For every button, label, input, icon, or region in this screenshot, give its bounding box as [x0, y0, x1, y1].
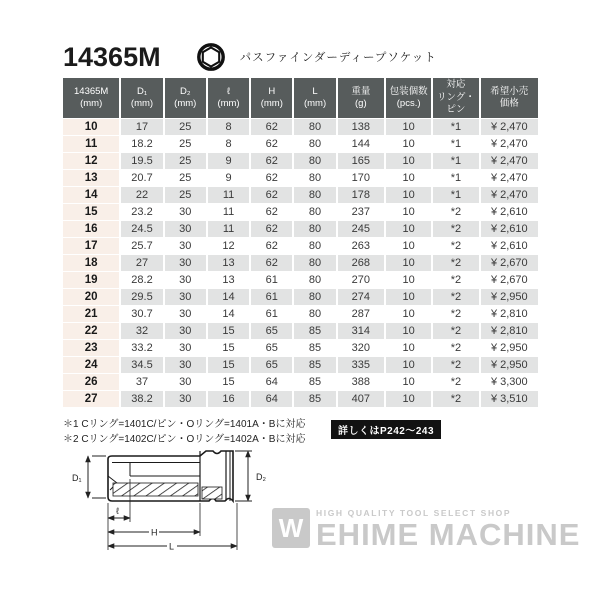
value-cell: 25 — [165, 119, 206, 135]
value-cell: 245 — [338, 221, 384, 237]
value-cell: 30 — [165, 306, 206, 322]
value-cell: 9 — [208, 153, 249, 169]
value-cell: 178 — [338, 187, 384, 203]
column-header: D₂ (mm) — [165, 78, 206, 118]
value-cell: 25 — [165, 170, 206, 186]
product-name: パスファインダーディープソケット — [239, 52, 437, 64]
value-cell: *1 — [433, 187, 478, 203]
hatch-band — [113, 483, 198, 496]
value-cell: 9 — [208, 170, 249, 186]
value-cell: 80 — [294, 289, 335, 305]
size-cell: 19 — [63, 272, 119, 288]
dim-label-l: L — [169, 541, 175, 552]
value-cell: 80 — [294, 238, 335, 254]
value-cell: 80 — [294, 204, 335, 220]
value-cell: ¥ 2,670 — [481, 255, 538, 271]
value-cell: *2 — [433, 306, 478, 322]
column-header: 包装個数 (pcs.) — [386, 78, 431, 118]
size-cell: 21 — [63, 306, 119, 322]
value-cell: 10 — [386, 272, 431, 288]
table-header-row — [63, 78, 538, 118]
table-row — [63, 187, 538, 203]
value-cell: 170 — [338, 170, 384, 186]
value-cell: 12 — [208, 238, 249, 254]
value-cell: 62 — [251, 238, 292, 254]
value-cell: 37 — [121, 374, 162, 390]
value-cell: 30 — [165, 255, 206, 271]
size-cell: 12 — [63, 153, 119, 169]
value-cell: 80 — [294, 153, 335, 169]
value-cell: 11 — [208, 221, 249, 237]
size-cell: 23 — [63, 340, 119, 356]
socket-dimension-diagram — [50, 443, 310, 588]
value-cell: *2 — [433, 340, 478, 356]
value-cell: *2 — [433, 374, 478, 390]
value-cell: 85 — [294, 391, 335, 407]
column-header: H (mm) — [251, 78, 292, 118]
size-cell: 20 — [63, 289, 119, 305]
value-cell: 80 — [294, 306, 335, 322]
value-cell: 10 — [386, 255, 431, 271]
value-cell: ¥ 3,510 — [481, 391, 538, 407]
value-cell: ¥ 3,300 — [481, 374, 538, 390]
value-cell: 10 — [386, 289, 431, 305]
table-row — [63, 272, 538, 288]
value-cell: 62 — [251, 170, 292, 186]
value-cell: 80 — [294, 136, 335, 152]
value-cell: 10 — [386, 187, 431, 203]
value-cell: 61 — [251, 306, 292, 322]
value-cell: 80 — [294, 187, 335, 203]
value-cell: 30.7 — [121, 306, 162, 322]
footnote-2: ＊2 Cリング=1402C/ピン・Oリング=1402A・Bに対応 — [63, 434, 306, 445]
value-cell: 32 — [121, 323, 162, 339]
value-cell: 10 — [386, 374, 431, 390]
value-cell: ¥ 2,810 — [481, 306, 538, 322]
value-cell: 314 — [338, 323, 384, 339]
footnote-1: ＊1 Cリング=1401C/ピン・Oリング=1401A・Bに対応 — [63, 419, 306, 430]
column-header: D₁ (mm) — [121, 78, 162, 118]
value-cell: 80 — [294, 272, 335, 288]
value-cell: 11 — [208, 204, 249, 220]
size-cell: 10 — [63, 119, 119, 135]
value-cell: 85 — [294, 340, 335, 356]
dim-label-d2: D₂ — [256, 472, 266, 482]
dim-label-ell: ℓ — [116, 506, 119, 516]
value-cell: 30 — [165, 272, 206, 288]
size-cell: 16 — [63, 221, 119, 237]
value-cell: 64 — [251, 374, 292, 390]
value-cell: 10 — [386, 340, 431, 356]
title-row — [63, 40, 563, 74]
table-row — [63, 255, 538, 271]
value-cell: *2 — [433, 238, 478, 254]
value-cell: 17 — [121, 119, 162, 135]
value-cell: 80 — [294, 119, 335, 135]
value-cell: 25 — [165, 153, 206, 169]
value-cell: 13 — [208, 272, 249, 288]
value-cell: 10 — [386, 323, 431, 339]
value-cell: 23.2 — [121, 204, 162, 220]
value-cell: 263 — [338, 238, 384, 254]
value-cell: 62 — [251, 136, 292, 152]
value-cell: 8 — [208, 119, 249, 135]
value-cell: 30 — [165, 391, 206, 407]
value-cell: 30 — [165, 238, 206, 254]
value-cell: 80 — [294, 170, 335, 186]
value-cell: 22 — [121, 187, 162, 203]
value-cell: 25 — [165, 187, 206, 203]
value-cell: 10 — [386, 204, 431, 220]
table-row — [63, 340, 538, 356]
value-cell: 11 — [208, 187, 249, 203]
value-cell: 15 — [208, 340, 249, 356]
size-cell: 14 — [63, 187, 119, 203]
value-cell: 16 — [208, 391, 249, 407]
spec-table — [61, 77, 540, 408]
value-cell: ¥ 2,470 — [481, 170, 538, 186]
value-cell: 10 — [386, 306, 431, 322]
ehime-logo-icon — [272, 508, 310, 548]
table-row — [63, 170, 538, 186]
column-header: 対応 リング・ピン — [433, 78, 478, 118]
value-cell: 65 — [251, 357, 292, 373]
value-cell: 10 — [386, 170, 431, 186]
value-cell: 30 — [165, 340, 206, 356]
value-cell: 80 — [294, 255, 335, 271]
value-cell: *2 — [433, 357, 478, 373]
value-cell: 29.5 — [121, 289, 162, 305]
value-cell: *1 — [433, 170, 478, 186]
column-header: L (mm) — [294, 78, 335, 118]
value-cell: 38.2 — [121, 391, 162, 407]
value-cell: 61 — [251, 289, 292, 305]
value-cell: ¥ 2,470 — [481, 136, 538, 152]
value-cell: *2 — [433, 323, 478, 339]
value-cell: ¥ 2,950 — [481, 357, 538, 373]
value-cell: ¥ 2,950 — [481, 340, 538, 356]
table-row — [63, 221, 538, 237]
value-cell: 14 — [208, 306, 249, 322]
value-cell: ¥ 2,670 — [481, 272, 538, 288]
value-cell: *2 — [433, 255, 478, 271]
value-cell: 407 — [338, 391, 384, 407]
column-header: 重量 (g) — [338, 78, 384, 118]
hatch-band-right — [202, 487, 222, 499]
value-cell: 10 — [386, 136, 431, 152]
table-row — [63, 289, 538, 305]
value-cell: 10 — [386, 119, 431, 135]
value-cell: 34.5 — [121, 357, 162, 373]
value-cell: 27 — [121, 255, 162, 271]
value-cell: 10 — [386, 238, 431, 254]
size-cell: 15 — [63, 204, 119, 220]
watermark-name: EHIME MACHINE — [316, 517, 581, 552]
value-cell: *2 — [433, 221, 478, 237]
value-cell: *2 — [433, 391, 478, 407]
value-cell: *2 — [433, 289, 478, 305]
value-cell: 85 — [294, 374, 335, 390]
value-cell: ¥ 2,610 — [481, 204, 538, 220]
value-cell: ¥ 2,470 — [481, 119, 538, 135]
value-cell: *1 — [433, 136, 478, 152]
value-cell: *2 — [433, 204, 478, 220]
table-row — [63, 119, 538, 135]
value-cell: 15 — [208, 374, 249, 390]
value-cell: 8 — [208, 136, 249, 152]
size-cell: 13 — [63, 170, 119, 186]
value-cell: 268 — [338, 255, 384, 271]
value-cell: ¥ 2,470 — [481, 187, 538, 203]
table-row — [63, 204, 538, 220]
value-cell: 25 — [165, 136, 206, 152]
value-cell: 19.5 — [121, 153, 162, 169]
value-cell: 30 — [165, 374, 206, 390]
value-cell: 10 — [386, 391, 431, 407]
value-cell: ¥ 2,810 — [481, 323, 538, 339]
value-cell: 20.7 — [121, 170, 162, 186]
value-cell: ¥ 2,610 — [481, 221, 538, 237]
value-cell: 85 — [294, 323, 335, 339]
value-cell: 10 — [386, 153, 431, 169]
value-cell: 30 — [165, 357, 206, 373]
size-cell: 11 — [63, 136, 119, 152]
dim-label-h: H — [151, 527, 158, 538]
value-cell: 18.2 — [121, 136, 162, 152]
table-row — [63, 357, 538, 373]
dim-d2 — [235, 451, 252, 501]
value-cell: 144 — [338, 136, 384, 152]
size-cell: 18 — [63, 255, 119, 271]
value-cell: 335 — [338, 357, 384, 373]
watermark-text — [316, 508, 580, 550]
value-cell: 62 — [251, 255, 292, 271]
hex-socket-icon — [196, 42, 226, 72]
value-cell: 15 — [208, 357, 249, 373]
value-cell: *2 — [433, 272, 478, 288]
value-cell: 165 — [338, 153, 384, 169]
value-cell: 61 — [251, 272, 292, 288]
table-row — [63, 306, 538, 322]
value-cell: 14 — [208, 289, 249, 305]
value-cell: 320 — [338, 340, 384, 356]
value-cell: 65 — [251, 323, 292, 339]
value-cell: ¥ 2,950 — [481, 289, 538, 305]
value-cell: 388 — [338, 374, 384, 390]
logo-letter: W — [278, 513, 304, 543]
value-cell: 13 — [208, 255, 249, 271]
value-cell: 30 — [165, 204, 206, 220]
table-row — [63, 323, 538, 339]
table-row — [63, 391, 538, 407]
value-cell: 62 — [251, 153, 292, 169]
value-cell: ¥ 2,610 — [481, 238, 538, 254]
table-row — [63, 238, 538, 254]
value-cell: 10 — [386, 221, 431, 237]
size-cell: 17 — [63, 238, 119, 254]
value-cell: 270 — [338, 272, 384, 288]
value-cell: 28.2 — [121, 272, 162, 288]
value-cell: 62 — [251, 204, 292, 220]
dim-label-d1: D₁ — [72, 473, 82, 483]
watermark — [272, 508, 580, 550]
table-row — [63, 153, 538, 169]
value-cell: 30 — [165, 289, 206, 305]
model-number: 14365M — [63, 41, 161, 72]
value-cell: 62 — [251, 221, 292, 237]
size-cell: 24 — [63, 357, 119, 373]
value-cell: 15 — [208, 323, 249, 339]
details-page-badge: 詳しくはP242〜243 — [331, 420, 441, 439]
value-cell: 274 — [338, 289, 384, 305]
table-body — [63, 119, 538, 407]
size-cell: 22 — [63, 323, 119, 339]
value-cell: 138 — [338, 119, 384, 135]
value-cell: 64 — [251, 391, 292, 407]
value-cell: 30 — [165, 323, 206, 339]
value-cell: 237 — [338, 204, 384, 220]
value-cell: 80 — [294, 221, 335, 237]
value-cell: *1 — [433, 119, 478, 135]
table-row — [63, 374, 538, 390]
size-cell: 27 — [63, 391, 119, 407]
size-cell: 26 — [63, 374, 119, 390]
value-cell: 65 — [251, 340, 292, 356]
value-cell: 24.5 — [121, 221, 162, 237]
column-header: ℓ (mm) — [208, 78, 249, 118]
value-cell: 33.2 — [121, 340, 162, 356]
value-cell: 10 — [386, 357, 431, 373]
value-cell: 85 — [294, 357, 335, 373]
table-row — [63, 136, 538, 152]
value-cell: 287 — [338, 306, 384, 322]
column-header: 14365M (mm) — [63, 78, 119, 118]
column-header: 希望小売 価格 — [481, 78, 538, 118]
value-cell: *1 — [433, 153, 478, 169]
watermark-tagline: HIGH QUALITY TOOL SELECT SHOP — [316, 508, 512, 518]
value-cell: 25.7 — [121, 238, 162, 254]
dim-d1 — [88, 456, 106, 498]
value-cell: 62 — [251, 119, 292, 135]
value-cell: 62 — [251, 187, 292, 203]
value-cell: 30 — [165, 221, 206, 237]
value-cell: ¥ 2,470 — [481, 153, 538, 169]
